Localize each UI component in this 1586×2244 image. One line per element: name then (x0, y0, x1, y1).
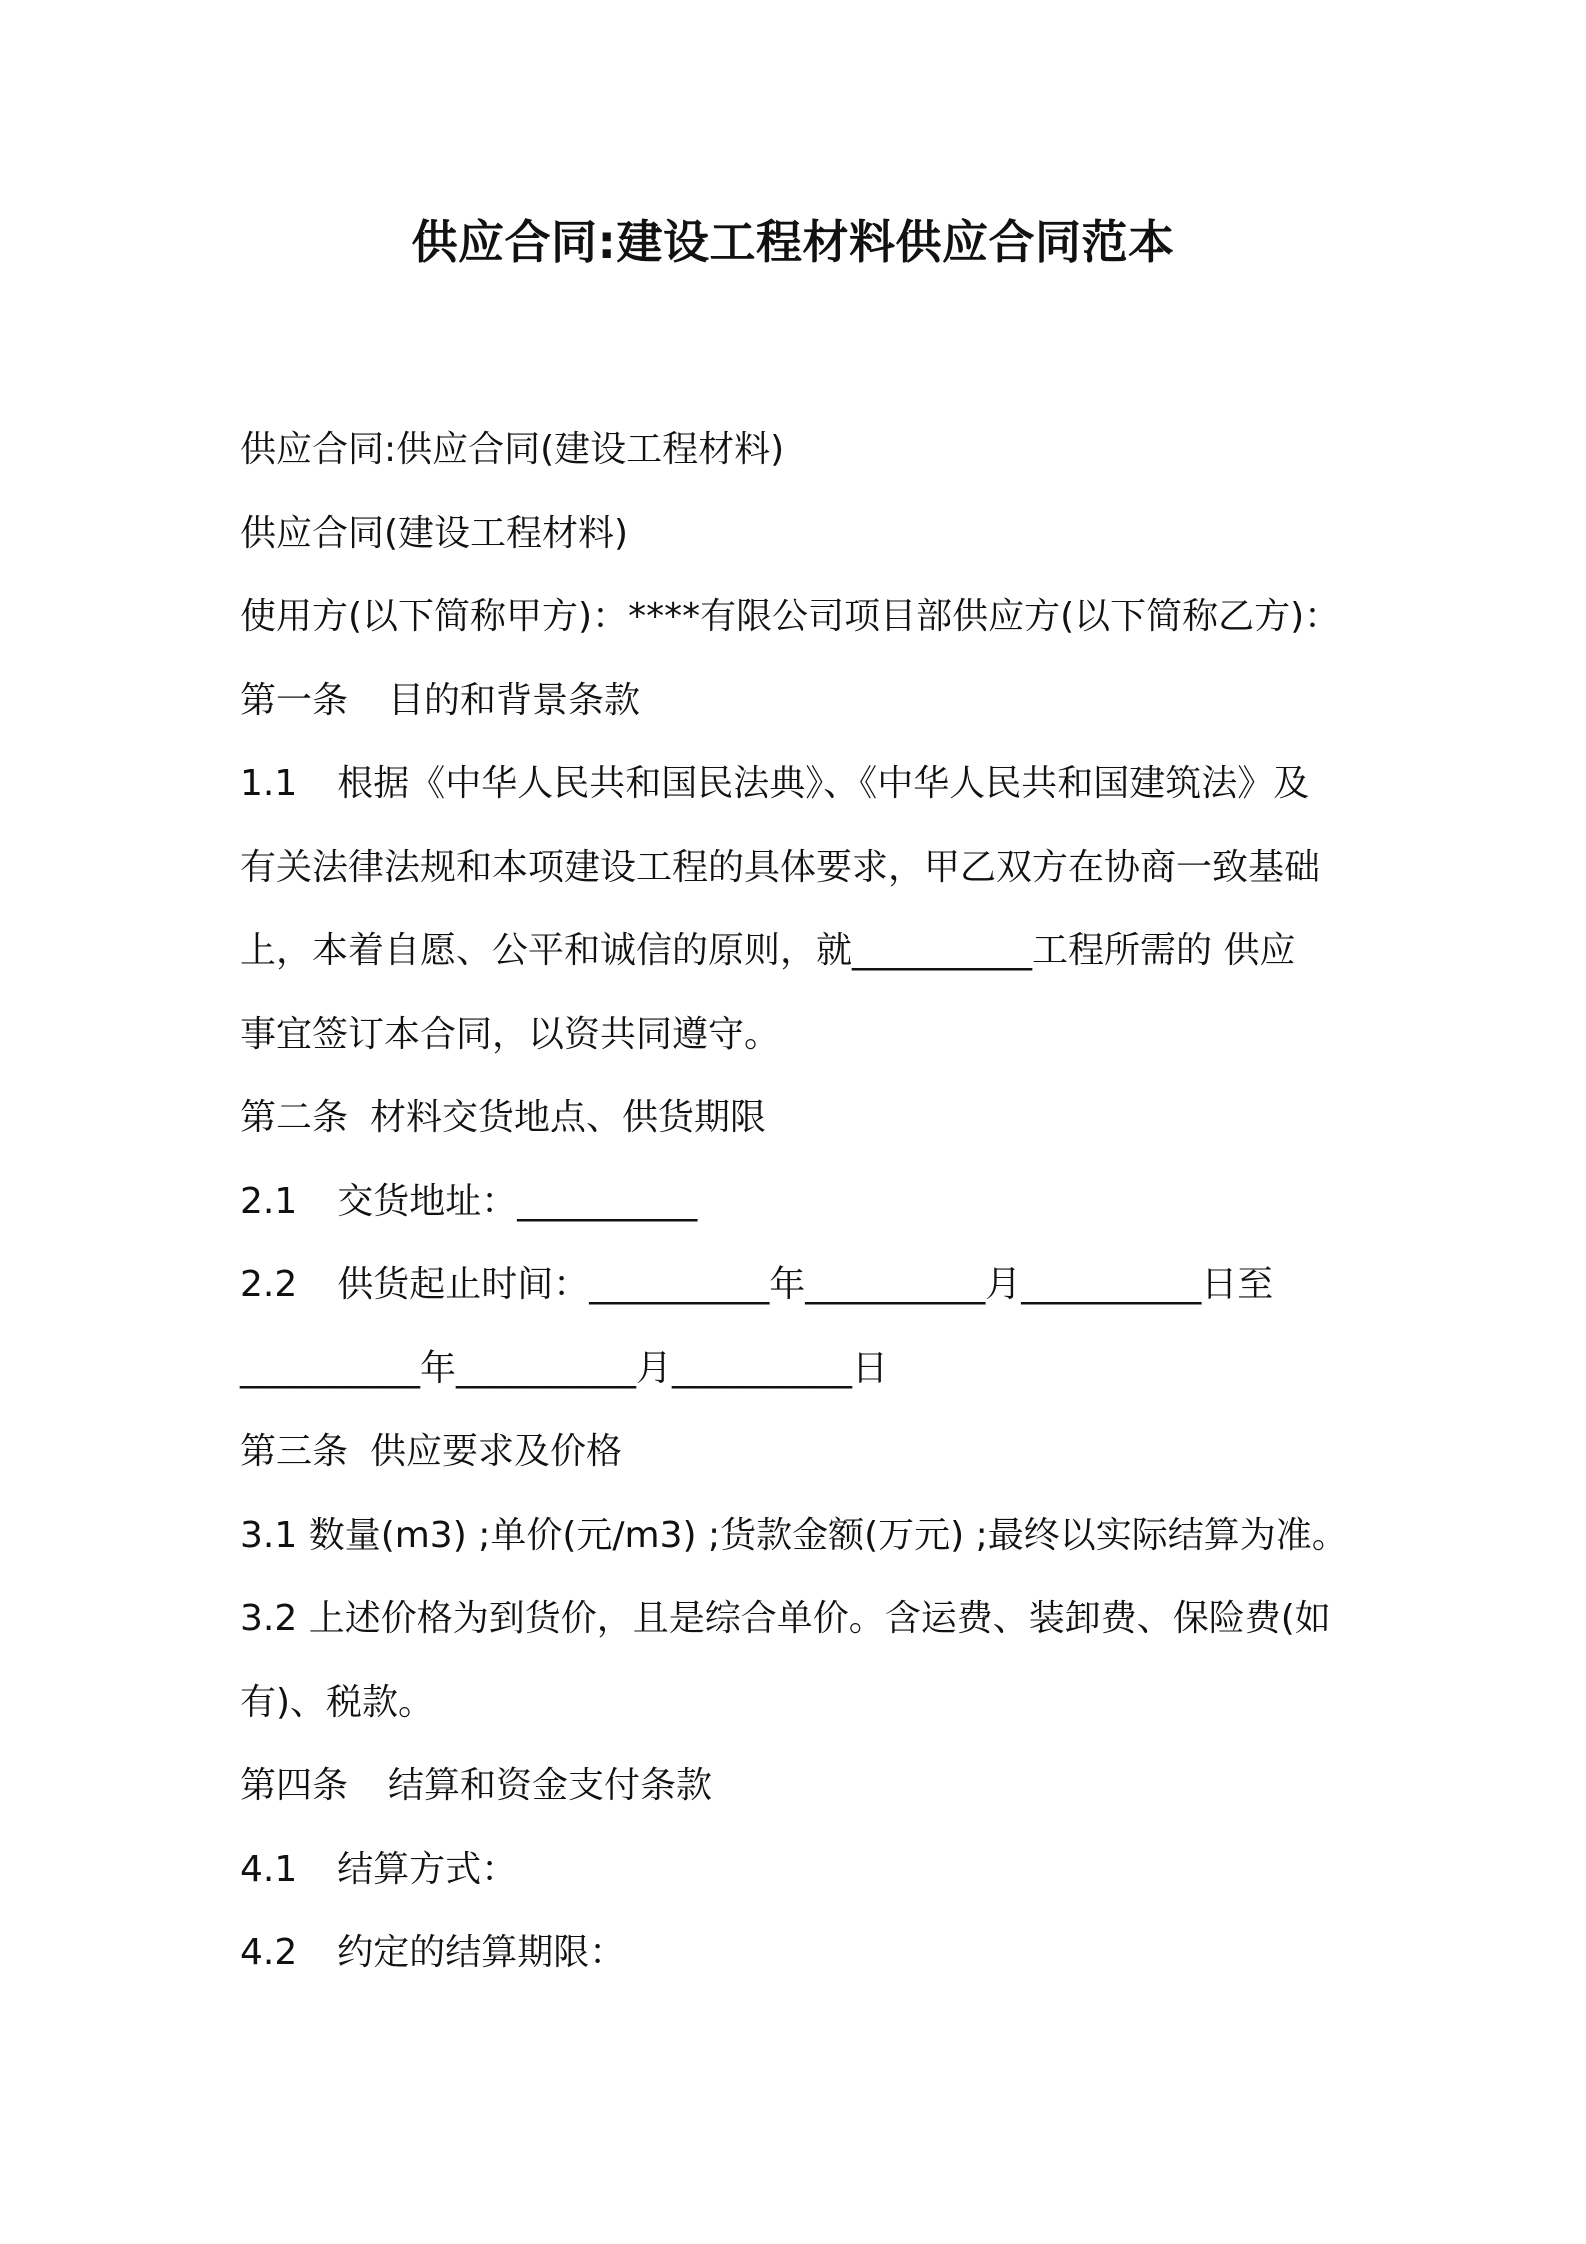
clause-text: 有)、税款。 (240, 1681, 435, 1723)
clause-text: 约定的结算期限： (337, 1932, 626, 1973)
clause-text: 交货地址：__________ (337, 1180, 698, 1222)
clause-1-1-line-1 (240, 742, 1360, 826)
clause-text: __________年__________月__________日 (240, 1347, 888, 1389)
clause-text: 上，本着自愿、公平和诚信的原则，就__________工程所需的 供应 (240, 930, 1296, 971)
parties-text: 使用方(以下简称甲方)：****有限公司项目部供应方(以下简称乙方)： (240, 596, 1341, 637)
article-title: 目的和背景条款 (388, 679, 641, 721)
article-number: 第三条 (240, 1431, 349, 1472)
article-number: 第四条 (240, 1765, 349, 1806)
contract-heading (240, 408, 1360, 492)
article-title: 材料交货地点、供货期限 (370, 1097, 767, 1138)
article-2-heading (240, 1076, 1360, 1160)
clause-text: 供货起止时间：__________年__________月__________日至 (337, 1264, 1274, 1305)
clause-1-1-line-3 (240, 909, 1360, 993)
clause-number: 2.1 (240, 1180, 298, 1222)
clause-text: 事宜签订本合同，以资共同遵守。 (240, 1013, 781, 1055)
clause-1-1-line-2 (240, 826, 1360, 910)
clause-text: 3.2 上述价格为到货价，且是综合单价。含运费、装卸费、保险费(如 (240, 1598, 1331, 1639)
contract-subheading-text: 供应合同(建设工程材料) (240, 512, 629, 554)
parties-line (240, 575, 1360, 659)
article-number: 第二条 (240, 1097, 349, 1138)
contract-heading-text: 供应合同:供应合同(建设工程材料) (240, 429, 785, 470)
clause-1-1-line-4 (240, 993, 1360, 1077)
article-number: 第一条 (240, 679, 349, 721)
article-1-heading (240, 659, 1360, 743)
document-body (240, 408, 1360, 1995)
clause-4-2 (240, 1911, 1360, 1995)
clause-4-1 (240, 1828, 1360, 1912)
clause-3-1 (240, 1494, 1360, 1578)
clause-number: 4.1 (240, 1848, 298, 1890)
article-4-heading (240, 1744, 1360, 1828)
clause-text: 有关法律法规和本项建设工程的具体要求，甲乙双方在协商一致基础 (240, 846, 1321, 888)
clause-number: 4.2 (240, 1932, 298, 1973)
clause-text: 根据《中华人民共和国民法典》、《中华人民共和国建筑法》及 (337, 763, 1310, 804)
clause-number: 2.2 (240, 1264, 298, 1305)
clause-text: 3.1 数量(m3) ;单价(元/m3) ;货款金额(万元) ;最终以实际结算为准。 (240, 1514, 1348, 1556)
clause-3-2-line-2 (240, 1661, 1360, 1745)
contract-subheading (240, 492, 1360, 576)
document-title: 供应合同:建设工程材料供应合同范本 (411, 215, 1175, 269)
clause-2-2-line-1 (240, 1243, 1360, 1327)
article-title: 供应要求及价格 (370, 1431, 623, 1472)
clause-text: 结算方式： (337, 1848, 518, 1890)
article-3-heading (240, 1410, 1360, 1494)
clause-number: 1.1 (240, 763, 298, 804)
clause-2-1 (240, 1160, 1360, 1244)
article-title: 结算和资金支付条款 (388, 1765, 713, 1806)
clause-3-2-line-1 (240, 1577, 1360, 1661)
clause-2-2-line-2 (240, 1327, 1360, 1411)
